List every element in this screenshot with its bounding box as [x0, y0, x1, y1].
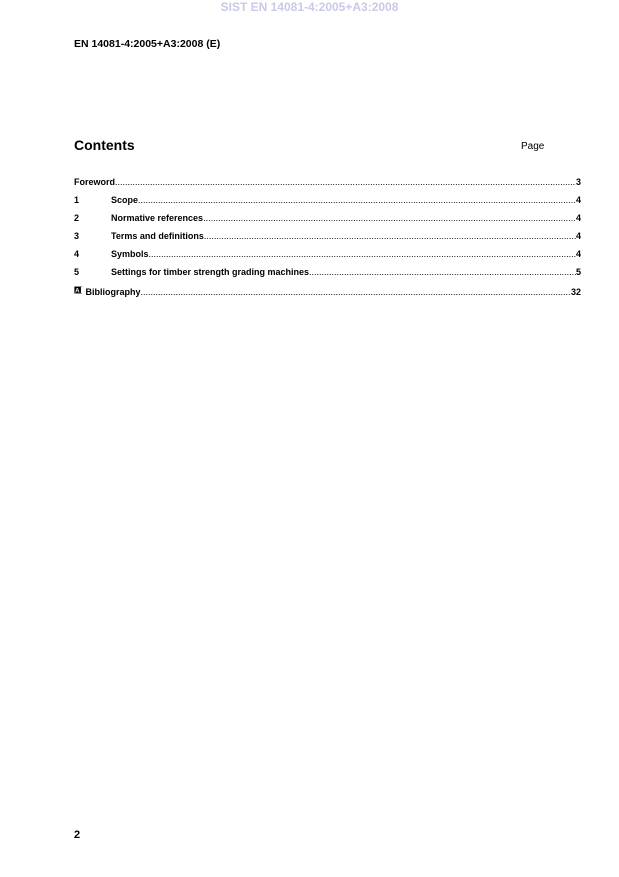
- toc-entry-title: Normative references: [111, 213, 204, 223]
- toc-entry-page: 4: [575, 213, 581, 223]
- dot-leader: [204, 231, 576, 241]
- toc-entry-settings[interactable]: [74, 267, 581, 285]
- dot-leader: [309, 267, 576, 277]
- toc-entry-number: 5: [74, 267, 80, 277]
- toc-entry-page: 4: [575, 195, 581, 205]
- toc-entry-title: Scope: [111, 195, 139, 205]
- toc-entry-number: 1: [74, 195, 80, 205]
- toc-entry-page: 32: [570, 287, 581, 297]
- dot-leader: [140, 287, 571, 297]
- toc-entry-page: 5: [575, 267, 581, 277]
- toc-entry-number: 4: [74, 249, 80, 259]
- page-column-label: Page: [521, 141, 545, 152]
- page-number: 2: [74, 829, 81, 841]
- table-of-contents: [74, 177, 581, 303]
- toc-entry-foreword[interactable]: [74, 177, 581, 195]
- toc-entry-number: 2: [74, 213, 80, 223]
- dot-leader: [149, 249, 576, 259]
- contents-heading: Contents: [74, 137, 135, 153]
- toc-entry-title: Bibliography: [85, 287, 141, 297]
- amendment-marker-icon: [74, 285, 82, 295]
- toc-entry-page: 4: [575, 249, 581, 259]
- toc-entry-title: Foreword: [74, 177, 116, 187]
- toc-entry-title: Symbols: [111, 249, 149, 259]
- toc-entry-number: 3: [74, 231, 80, 241]
- toc-entry-normative-references[interactable]: [74, 213, 581, 231]
- toc-entry-title: Settings for timber strength grading machines: [111, 267, 310, 277]
- toc-entry-bibliography[interactable]: [74, 285, 581, 303]
- toc-entry-page: 3: [575, 177, 581, 187]
- dot-leader: [203, 213, 576, 223]
- toc-entry-scope[interactable]: [74, 195, 581, 213]
- toc-entry-symbols[interactable]: [74, 249, 581, 267]
- dot-leader: [138, 195, 576, 205]
- document-id-header: EN 14081-4:2005+A3:2008 (E): [74, 38, 221, 50]
- svg-text:A: A: [75, 287, 80, 295]
- dot-leader: [115, 177, 576, 187]
- toc-entry-title: Terms and definitions: [111, 231, 204, 241]
- watermark: SIST EN 14081-4:2005+A3:2008: [220, 0, 399, 14]
- toc-entry-page: 4: [575, 231, 581, 241]
- toc-entry-terms-and-definitions[interactable]: [74, 231, 581, 249]
